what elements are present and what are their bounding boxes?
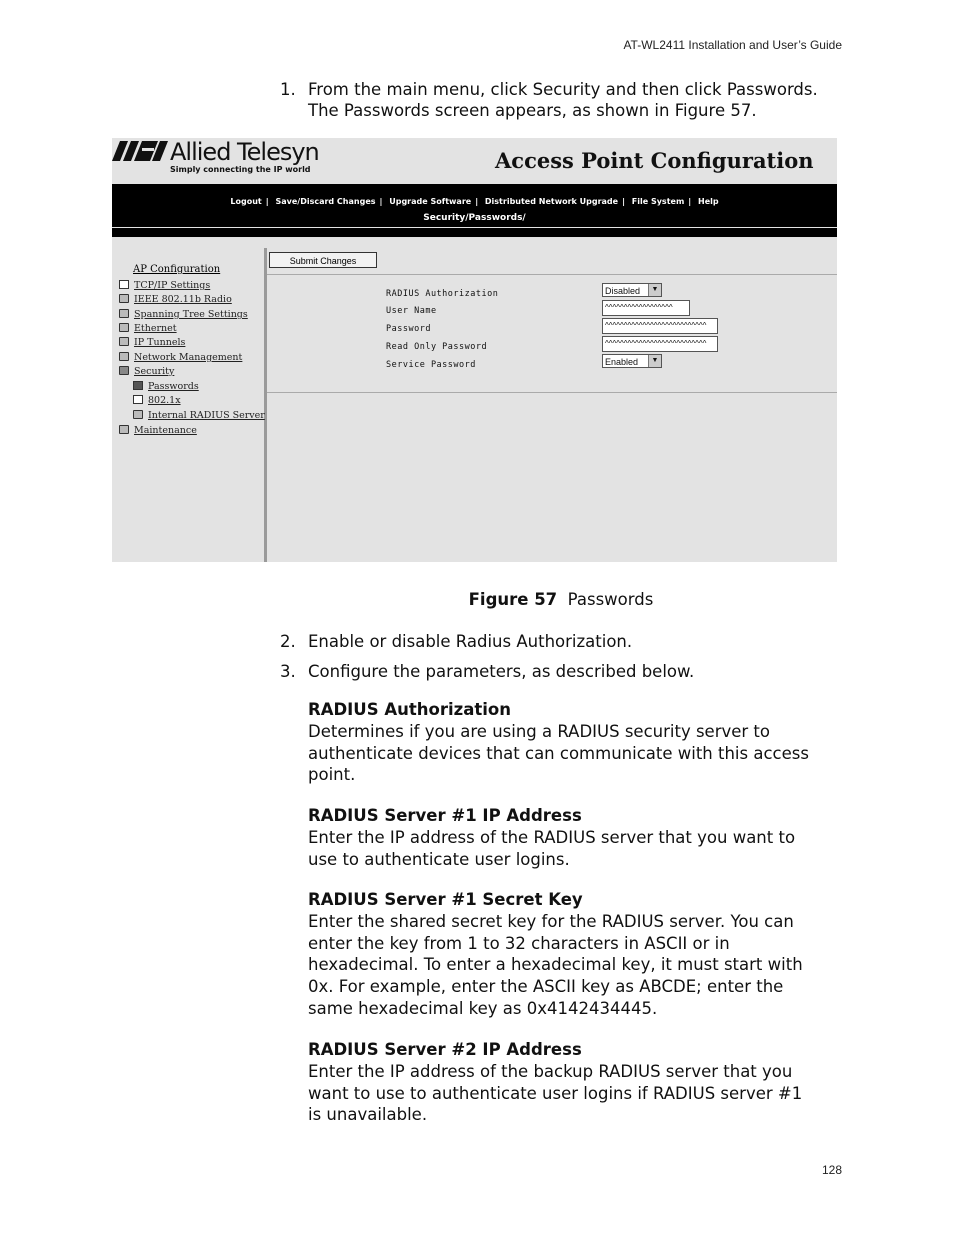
step-number: 1. <box>280 80 296 99</box>
step-1 <box>280 79 840 123</box>
step-text: Enable or disable Radius Authorization. <box>308 632 633 651</box>
field-label-password: Password <box>386 324 431 334</box>
divider <box>267 392 837 393</box>
document-icon <box>119 280 129 289</box>
step-2 <box>280 631 840 653</box>
tree-item-maintenance[interactable]: Maintenance <box>119 425 197 436</box>
nav-save-discard[interactable]: Save/Discard Changes <box>275 197 376 206</box>
tree-item-radio[interactable]: IEEE 802.11b Radio <box>119 294 232 305</box>
tree-item-ip-tunnels[interactable]: IP Tunnels <box>119 337 185 348</box>
step-text: From the main menu, click Security and then click Passwords. The Passwords screen appears, as shown in Figure 57. <box>308 80 818 120</box>
logo-name: Allied Telesyn <box>170 138 319 166</box>
step-3 <box>280 661 840 683</box>
section-radius-server-2-ip <box>308 1039 820 1126</box>
folder-icon <box>119 337 129 346</box>
folder-icon <box>119 294 129 303</box>
section-heading: RADIUS Server #2 IP Address <box>308 1040 582 1059</box>
section-heading: RADIUS Server #1 IP Address <box>308 806 582 825</box>
logo-header <box>112 138 837 184</box>
field-label-radius-authorization: RADIUS Authorization <box>386 289 499 299</box>
step-number: 3. <box>280 662 296 681</box>
submit-changes-button[interactable]: Submit Changes <box>269 252 377 268</box>
step-text: Configure the parameters, as described below. <box>308 662 695 681</box>
chevron-down-icon: ▼ <box>648 284 661 296</box>
field-label-user-name: User Name <box>386 306 437 316</box>
tree-item-spanning-tree[interactable]: Spanning Tree Settings <box>119 309 248 320</box>
read-only-password-input[interactable]: ^^^^^^^^^^^^^^^^^^^^^^^^^^^ <box>602 336 718 352</box>
figure-screenshot <box>112 138 837 562</box>
step-number: 2. <box>280 632 296 651</box>
running-header: AT-WL2411 Installation and User’s Guide <box>623 38 842 52</box>
section-heading: RADIUS Authorization <box>308 700 511 719</box>
tree-item-passwords[interactable]: Passwords <box>133 381 199 392</box>
section-body: Enter the IP address of the backup RADIUS server that you want to use to authenticate user logins if RADIUS server #1 is unavailable. <box>308 1061 803 1125</box>
nav-upgrade-software[interactable]: Upgrade Software <box>389 197 472 206</box>
service-password-select[interactable]: Enabled ▼ <box>602 354 662 368</box>
nav-help[interactable]: Help <box>698 197 719 206</box>
folder-icon <box>119 352 129 361</box>
page-number: 128 <box>821 1163 842 1177</box>
nav-logout[interactable]: Logout <box>230 197 262 206</box>
bottom-bar <box>112 228 837 237</box>
top-bar <box>112 184 837 193</box>
field-label-service-password: Service Password <box>386 360 476 370</box>
divider <box>267 274 837 275</box>
nav-distributed-upgrade[interactable]: Distributed Network Upgrade <box>484 197 619 206</box>
section-body: Enter the shared secret key for the RADIUS server. You can enter the key from 1 to 32 characters in ASCII or in hexadecimal. To enter a hexadecimal key, it must start with 0x. For example, enter the ASCII key as ABCDE; enter the same hexadecimal key as 0x4142434445. <box>308 911 803 1018</box>
tree-item-8021x[interactable]: 802.1x <box>133 395 181 406</box>
tree-item-tcpip[interactable]: TCP/IP Settings <box>119 280 210 291</box>
settings-panel <box>267 248 837 562</box>
section-heading: RADIUS Server #1 Secret Key <box>308 890 583 909</box>
document-icon <box>133 395 143 404</box>
logo-tagline: Simply connecting the IP world <box>170 165 311 174</box>
tree-item-security[interactable]: Security <box>119 366 174 377</box>
field-label-read-only-password: Read Only Password <box>386 342 488 352</box>
tree-item-internal-radius[interactable]: Internal RADIUS Server <box>133 410 265 421</box>
password-input[interactable]: ^^^^^^^^^^^^^^^^^^^^^^^^^^^ <box>602 318 718 334</box>
screen-title: Access Point Configuration <box>495 148 814 173</box>
user-name-input[interactable]: ^^^^^^^^^^^^^^^^^^ <box>602 300 690 316</box>
document-selected-icon <box>133 381 143 390</box>
folder-icon <box>119 323 129 332</box>
tree-root[interactable]: AP Configuration <box>133 264 221 275</box>
main-nav: Logout | Save/Discard Changes | Upgrade Software | Distributed Network Upgrade | File System | Help <box>112 193 837 210</box>
figure-label: Figure 57 <box>468 590 558 609</box>
section-radius-server-1-ip <box>308 805 820 870</box>
figure-title: Passwords <box>567 590 654 609</box>
tree-item-ethernet[interactable]: Ethernet <box>119 323 177 334</box>
section-body: Determines if you are using a RADIUS security server to authenticate devices that can communicate with this access point. <box>308 721 809 785</box>
folder-icon <box>119 425 129 434</box>
section-radius-server-1-secret <box>308 889 820 1020</box>
radius-authorization-select[interactable]: Disabled ▼ <box>602 283 662 297</box>
nav-file-system[interactable]: File System <box>631 197 685 206</box>
chevron-down-icon: ▼ <box>648 355 661 367</box>
folder-icon <box>119 309 129 318</box>
allied-telesyn-logo-icon <box>112 141 168 161</box>
folder-icon <box>133 410 143 419</box>
config-tree <box>112 248 267 562</box>
breadcrumb: Security/Passwords/ <box>112 209 837 227</box>
section-body: Enter the IP address of the RADIUS server that you want to use to authenticate user logins. <box>308 827 796 869</box>
tree-item-network-management[interactable]: Network Management <box>119 352 242 363</box>
open-folder-icon <box>119 366 129 375</box>
figure-caption <box>0 590 954 609</box>
section-radius-authorization <box>308 699 820 786</box>
